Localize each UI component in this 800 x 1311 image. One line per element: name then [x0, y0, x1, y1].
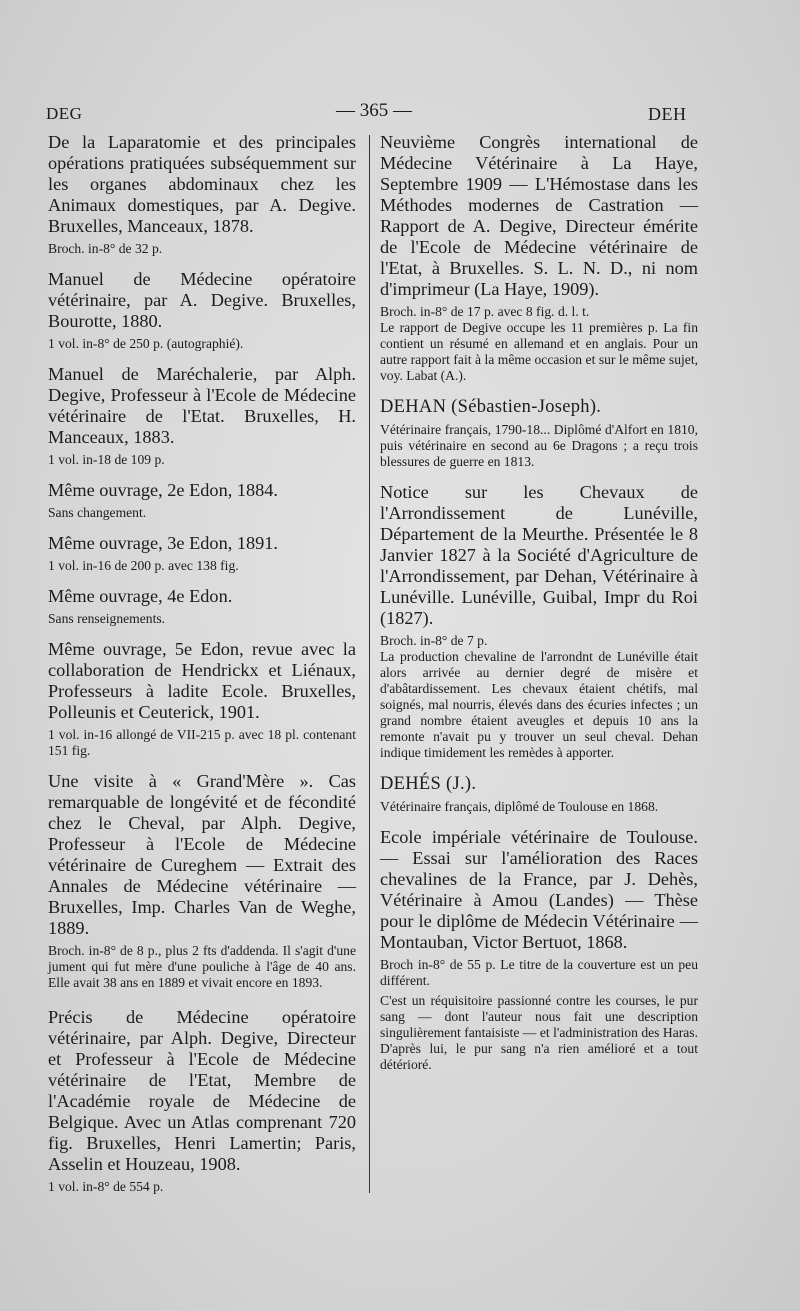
- bibliography-entry: Précis de Médecine opératoire vétérinaire, par Alph. Degive, Directeur et Professeur à l'Ecole de Médecine vétérinaire de l'Etat, Membre de l'Académie royale de Médecine de Belgique. Avec un Atlas comprenant 720 fig. Bruxelles, Henri Lamertin; Paris, Asselin et Houzeau, 1908.: [48, 1007, 356, 1174]
- bibliography-entry: Neuvième Congrès international de Médecine Vétérinaire à La Haye, Septembre 1909 — L'Hémostase dans les Méthodes modernes de Castration — Rapport de A. Degive, Directeur émérite de l'Ecole de Médecine vétérinaire de l'Etat, à Bruxelles. S. L. N. D., ni nom d'imprimeur (La Haye, 1909).: [380, 132, 698, 299]
- entry-note: Sans changement.: [48, 505, 147, 520]
- entry-note: Broch. in-8° de 32 p.: [48, 241, 163, 256]
- bibliography-entry: Même ouvrage, 5e Edon, revue avec la collaboration de Hendrickx et Liénaux, Professeurs à ladite Ecole. Bruxelles, Polleunis et Ceuterick, 1901.: [48, 639, 356, 722]
- entry-note: C'est un réquisitoire passionné contre les courses, le pur sang — dont l'auteur nous fait une description singulièrement fantaisiste — et l'administration des Haras. D'après lui, le pur sang n'a rien amélioré et a tout détérioré.: [380, 993, 698, 1072]
- bibliography-entry: Notice sur les Chevaux de l'Arrondissement de Lunéville, Département de la Meurthe. Présentée le 8 Janvier 1827 à la Société d'Agriculture de l'Arrondissement, par Dehan, Vétérinaire à Lunéville. Lunéville, Guibal, Impr du Roi (1827).: [380, 482, 698, 628]
- entry-note: Le rapport de Degive occupe les 11 premières p. La fin contient un résumé en allemand et en anglais. Pour un autre rapport fait à la même occasion et sur le même sujet, voy. Labat (A.).: [380, 320, 698, 383]
- bibliography-entry: Manuel de Maréchalerie, par Alph. Degive, Professeur à l'Ecole de Médecine vétérinaire de l'Etat. Bruxelles, H. Manceaux, 1883.: [48, 364, 356, 447]
- entry-note: Sans renseignements.: [48, 611, 166, 626]
- right-column: [380, 132, 698, 1073]
- author-heading: DEHAN (Sébastien-Joseph).: [380, 397, 602, 417]
- entry-note: La production chevaline de l'arrondnt de Lunéville était alors arrivée au dernier degré de misère et d'abâtardissement. Les chevaux étaient chétifs, mal soignés, mal nourris, élevés dans des écuries infectes ; un grand nombre étaient aveugles et depuis 10 ans la remonte n'avait pu y trouver un seul cheval. Dehan indique timidement les remèdes à apporter.: [380, 649, 698, 760]
- bibliography-entry: De la Laparatomie et des principales opérations pratiquées subséquemment sur les organes abdominaux chez les Animaux domestiques, par A. Degive. Bruxelles, Manceaux, 1878.: [48, 132, 356, 236]
- entry-note: 1 vol. in-16 de 200 p. avec 138 fig.: [48, 558, 239, 573]
- entry-note: Broch. in-8° de 7 p.: [380, 633, 488, 648]
- entry-note: 1 vol. in-8° de 250 p. (autographié).: [48, 336, 244, 351]
- entry-note: 1 vol. in-18 de 109 p.: [48, 452, 165, 467]
- bibliography-entry: Même ouvrage, 4e Edon.: [48, 586, 233, 606]
- bibliography-entry: Manuel de Médecine opératoire vétérinaire, par A. Degive. Bruxelles, Bourotte, 1880.: [48, 269, 356, 331]
- author-bio: Vétérinaire français, diplômé de Toulouse en 1868.: [380, 799, 659, 814]
- page-number: — 365 —: [336, 100, 412, 121]
- bibliography-entry: Même ouvrage, 2e Edon, 1884.: [48, 480, 278, 500]
- entry-note: 1 vol. in-16 allongé de VII-215 p. avec 18 pl. contenant 151 fig.: [48, 727, 356, 758]
- entry-note: 1 vol. in-8° de 554 p.: [48, 1179, 164, 1194]
- bibliography-entry: Une visite à « Grand'Mère ». Cas remarquable de longévité et de fécondité chez le Cheval, par Alph. Degive, Professeur à l'Ecole de Médecine vétérinaire de Cureghem — Extrait des Annales de Médecine vétérinaire — Bruxelles, Imp. Charles Van de Weghe, 1889.: [48, 771, 356, 938]
- author-bio: Vétérinaire français, 1790-18... Diplômé d'Alfort en 1810, puis vétérinaire en second au 6e Dragons ; a reçu trois blessures de guerre en 1813.: [380, 422, 698, 469]
- entry-note: Broch in-8° de 55 p. Le titre de la couverture est un peu différent.: [380, 957, 698, 988]
- running-head-left: DEG: [46, 104, 83, 123]
- author-heading: DEHÉS (J.).: [380, 774, 477, 794]
- bibliography-entry: Même ouvrage, 3e Edon, 1891.: [48, 533, 278, 553]
- running-head-right: DEH: [648, 104, 687, 124]
- entry-note: Broch. in-8° de 17 p. avec 8 fig. d. l. t.: [380, 304, 590, 319]
- column-divider: [369, 135, 370, 1193]
- left-column: [48, 132, 356, 1195]
- bibliography-entry: Ecole impériale vétérinaire de Toulouse. — Essai sur l'amélioration des Races chevalines de la France, par J. Dehès, Vétérinaire à Amou (Landes) — Thèse pour le diplôme de Médecin Vétérinaire — Montauban, Victor Bertuot, 1868.: [380, 827, 698, 952]
- entry-note: Broch. in-8° de 8 p., plus 2 fts d'addenda. Il s'agit d'une jument qui fut mère d'une pouliche à l'âge de 40 ans. Elle avait 38 ans en 1889 et vivait encore en 1893.: [48, 943, 356, 990]
